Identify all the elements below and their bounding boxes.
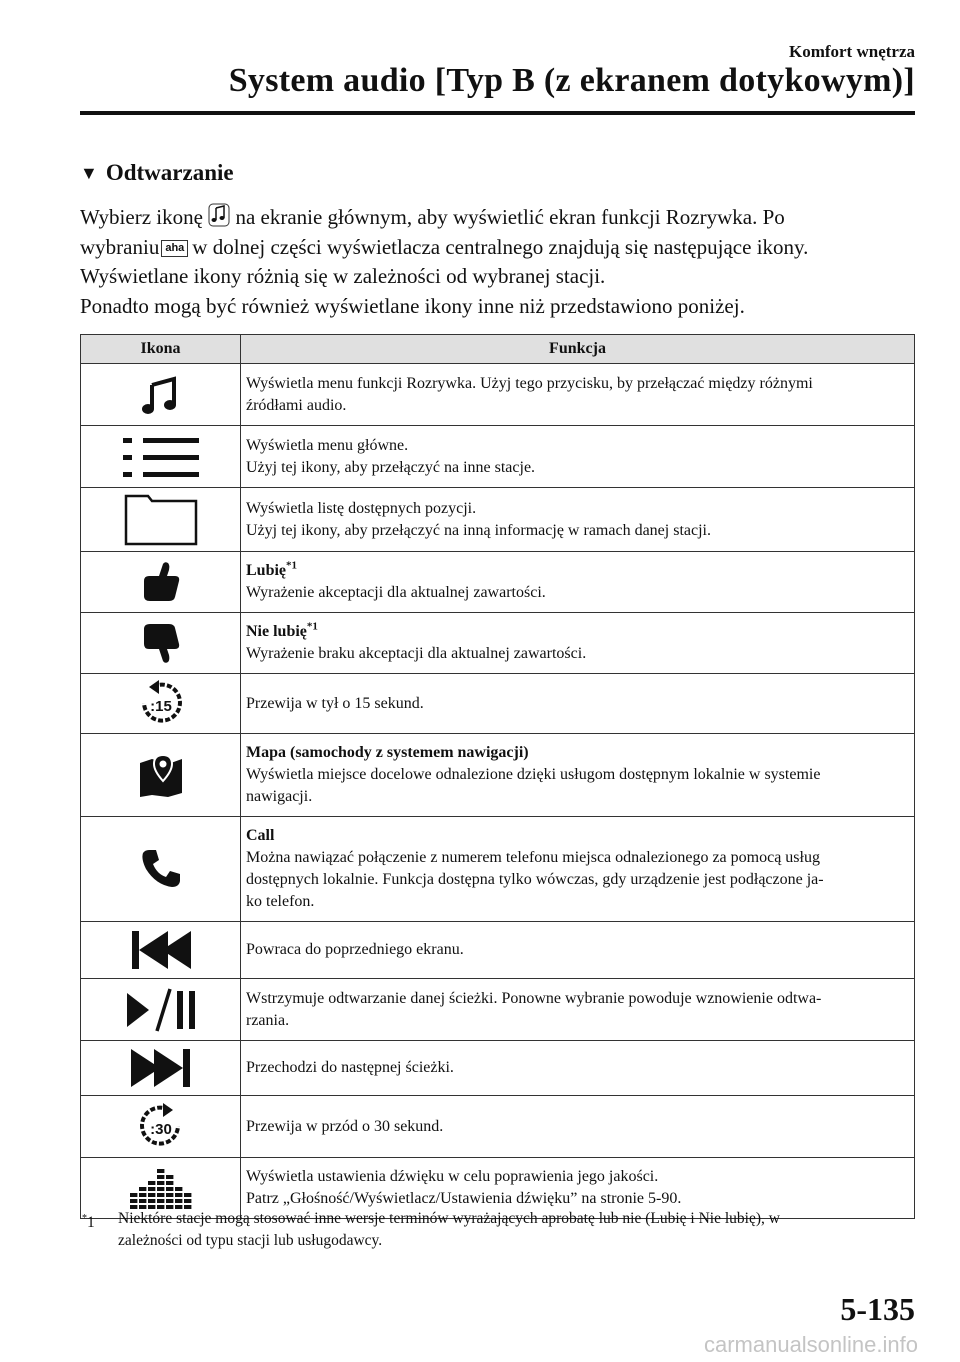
table-row [81,552,915,613]
table-row [81,979,915,1041]
equalizer-bar-segment [157,1199,164,1203]
intro-line-3: Wyświetlane ikony różnią się w zależności od wybranej stacji. [80,264,606,288]
table-row [81,364,915,426]
equalizer-bar-segment [175,1193,182,1197]
icon-cell [81,1041,241,1096]
list-menu-icon [121,447,201,464]
table-header-row [81,335,915,364]
table-row [81,922,915,979]
equalizer-bar-segment [184,1199,191,1203]
function-cell [241,1096,915,1158]
skip-next-icon [128,1059,194,1076]
icon-cell [81,817,241,922]
equalizer-bar-segment [166,1199,173,1203]
rewind-15-label: :15 [149,697,172,715]
function-cell [241,364,915,426]
footnote-asterisk: * [82,1213,87,1224]
function-cell [241,1041,915,1096]
table-row [81,426,915,488]
intro-line-2a: wybraniu [80,234,160,259]
function-description-line: nawigacji. [246,788,313,805]
header-icon-col: Ikona [81,335,241,364]
equalizer-bar-segment [157,1169,164,1173]
function-title-text: Call [246,827,275,844]
function-description-line: Wyświetla menu funkcji Rozrywka. Użyj tego przycisku, by przełączać między różnymi [246,374,813,392]
icon-cell [81,426,241,488]
table-row [81,734,915,817]
footnote-number: 1 [87,1214,95,1232]
watermark: carmanualsonline.info [703,1332,918,1357]
folder-icon [124,510,198,527]
function-cell [241,426,915,488]
equalizer-bar-segment [130,1199,137,1203]
equalizer-bar-segment [148,1181,155,1185]
equalizer-bar-segment [148,1187,155,1191]
icon-cell [81,552,241,613]
function-cell [241,734,915,817]
icon-cell [81,488,241,552]
intro-line-1 [80,203,920,233]
function-description-line: Wyrażenie akceptacji dla aktualnej zawartości. [246,584,546,601]
intro-line-2 [80,233,920,263]
page-number: 5-135 [840,1291,915,1327]
function-title [246,742,908,764]
function-cell [241,979,915,1041]
function-description-line: Patrz „Głośność/Wyświetlacz/Ustawienia dźwięku” na stronie 5-90. [246,1190,682,1207]
table-row [81,488,915,552]
icon-function-table [80,334,915,1219]
footnote-text [118,1208,912,1252]
function-title-text: Lubię [246,562,287,579]
intro-line-2b: w dolnej części wyświetlacza centralnego znajdują się następujące ikony. [192,234,809,259]
function-description-line: Powraca do poprzedniego ekranu. [246,941,464,958]
equalizer-bar-segment [148,1193,155,1197]
function-description-line: Przewija w tył o 15 sekund. [246,694,424,712]
phone-icon [139,860,183,877]
function-description-line: dostępnych lokalnie. Funkcja dostępna tylko wówczas, gdy urządzenie jest podłączone ja- [246,871,824,888]
function-description-line: rzania. [246,1011,290,1029]
function-description-line: Wyświetla menu główne. [246,436,409,454]
equalizer-bar-segment [166,1175,173,1179]
equalizer-bar-segment [157,1187,164,1191]
icon-cell [81,979,241,1041]
thumbs-down-icon [138,634,184,651]
map-pin-icon [136,766,186,783]
function-description-line: Wyświetla listę dostępnych pozycji. [246,499,477,517]
footnote [82,1208,912,1252]
equalizer-bar-segment [130,1193,137,1197]
footnote-reference: *1 [306,620,318,633]
function-cell [241,488,915,552]
intro-paragraph [80,203,920,321]
thumbs-up-icon [138,573,184,590]
function-cell [241,674,915,734]
header-section-label: Komfort wnętrza [788,42,915,61]
function-description-line: Wyświetla miejsce docelowe odnalezione dzięki usługom dostępnym lokalnie w systemie [246,766,821,783]
icon-cell [81,364,241,426]
intro-line-1b: na ekranie głównym, aby wyświetlić ekran funkcji Rozrywka. Po [235,205,785,229]
music-note-icon [139,385,183,402]
aha-icon: aha [161,240,188,257]
icon-cell [81,734,241,817]
skip-previous-icon [128,941,194,958]
equalizer-bar-segment [139,1187,146,1191]
equalizer-bar-segment [166,1187,173,1191]
triangle-down-icon: ▼ [80,163,98,183]
footnote-mark [82,1208,95,1234]
function-title-text: Nie lubię [246,623,307,640]
equalizer-bar-segment [166,1193,173,1197]
function-cell [241,817,915,922]
function-description-line: ko telefon. [246,893,315,910]
intro-line-4: Ponadto mogą być również wyświetlane ikony inne niż przedstawiono poniżej. [80,293,745,318]
function-description-line: źródłami audio. [246,396,347,414]
icon-cell [81,1096,241,1158]
function-cell [241,552,915,613]
footnote-line: zależności od typu stacji lub usługodawcy. [118,1232,383,1249]
table-row [81,1096,915,1158]
table-row [81,674,915,734]
equalizer-icon [128,1179,194,1196]
equalizer-bar-segment [157,1175,164,1179]
function-description-line: Przewija w przód o 30 sekund. [246,1117,444,1135]
rewind-15-icon [136,694,186,715]
music-note-inline-icon [208,203,230,227]
function-title-text: Mapa (samochody z systemem nawigacji) [246,744,529,761]
function-description-line: Wyświetla ustawienia dźwięku w celu poprawienia jego jakości. [246,1168,659,1185]
forward-30-icon [136,1117,186,1138]
function-title [246,560,908,582]
intro-line-1a: Wybierz ikonę [80,205,203,229]
footnote-reference: *1 [286,559,298,572]
equalizer-bar-segment [175,1187,182,1191]
equalizer-bar-segment [139,1199,146,1203]
function-description-line: Można nawiązać połączenie z numerem telefonu miejsca odnalezionego za pomocą usług [246,849,820,866]
header-title: System audio [Typ B (z ekranem dotykowym)] [228,62,915,99]
table-row [81,817,915,922]
play-pause-icon [123,1000,199,1017]
function-description-line: Wyrażenie braku akceptacji dla aktualnej zawartości. [246,645,587,662]
table-row [81,1041,915,1096]
header-function-col: Funkcja [241,335,915,364]
function-cell [241,922,915,979]
function-description-line: Wstrzymuje odtwarzanie danej ścieżki. Ponowne wybranie powoduje wznowienie odtwa- [246,989,822,1007]
equalizer-bar-segment [139,1193,146,1197]
icon-cell [81,922,241,979]
function-cell [241,613,915,674]
function-description-line: Użyj tej ikony, aby przełączyć na inne stacje. [246,458,536,476]
equalizer-bar-segment [184,1193,191,1197]
footnote-line: Niektóre stacje mogą stosować inne wersje terminów wyrażających aprobatę lub nie (Lubię i Nie lubię), w [118,1210,780,1227]
function-description-line: Przechodzi do następnej ścieżki. [246,1059,454,1076]
function-title [246,825,908,847]
function-description-line: Użyj tej ikony, aby przełączyć na inną informację w ramach danej stacji. [246,521,711,539]
icon-cell [81,674,241,734]
forward-30-label: :30 [149,1120,172,1138]
table-row [81,613,915,674]
equalizer-bar-segment [157,1193,164,1197]
function-title [246,621,908,643]
icon-cell [81,613,241,674]
section-heading-text: Odtwarzanie [105,160,234,185]
equalizer-bar-segment [157,1181,164,1185]
equalizer-bar-segment [148,1199,155,1203]
header-rule [80,111,915,115]
section-heading [80,160,234,186]
equalizer-bar-segment [166,1181,173,1185]
equalizer-bar-segment [175,1199,182,1203]
